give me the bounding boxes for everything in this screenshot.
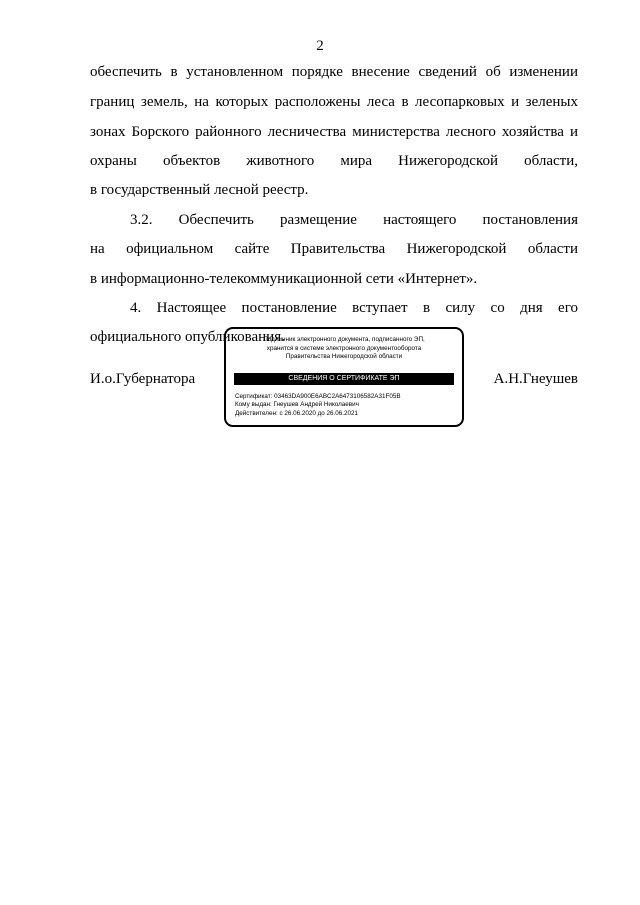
paragraph-line: на официальном сайте Правительства Нижегородской области <box>90 241 578 257</box>
stamp-header-line: Подлинник электронного документа, подписанного ЭП, <box>263 336 425 343</box>
paragraph-line: охраны объектов животного мира Нижегородской области, <box>90 153 578 169</box>
certificate-validity: Действителен: с 26.06.2020 до 26.06.2021 <box>235 409 359 417</box>
paragraph-line: зонах Борского районного лесничества министерства лесного хозяйства и <box>90 124 578 140</box>
paragraph-line: в государственный лесной реестр. <box>90 182 309 198</box>
certificate-owner: Кому выдан: Гнеушев Андрей Николаевич <box>235 401 359 409</box>
stamp-header-line: хранится в системе электронного документооборота <box>266 344 422 352</box>
electronic-signature-stamp <box>224 327 464 427</box>
page-number: 2 <box>316 38 324 54</box>
paragraph-line: 3.2. Обеспечить размещение настоящего постановления <box>130 212 578 228</box>
signatory-position: И.о.Губернатора <box>90 371 196 387</box>
certificate-serial: Сертификат: 03463DA900E6ABC2A6473106582A31F05B <box>235 393 401 400</box>
signatory-name: А.Н.Гнеушев <box>493 371 578 387</box>
stamp-header-line: Правительства Нижегородской области <box>285 353 403 360</box>
certificate-info-bar: СВЕДЕНИЯ О СЕРТИФИКАТЕ ЭП <box>234 373 454 385</box>
paragraph-line: обеспечить в установленном порядке внесение сведений об изменении <box>90 64 578 80</box>
paragraph-line: в информационно-телекоммуникационной сети «Интернет». <box>90 271 478 287</box>
paragraph-line: границ земель, на которых расположены леса в лесопарковых и зеленых <box>90 94 578 110</box>
paragraph-line: официального опубликования. <box>90 329 285 345</box>
certificate-details <box>235 393 401 418</box>
paragraph-line: 4. Настоящее постановление вступает в силу со дня его <box>130 300 578 316</box>
stamp-header <box>226 336 462 362</box>
